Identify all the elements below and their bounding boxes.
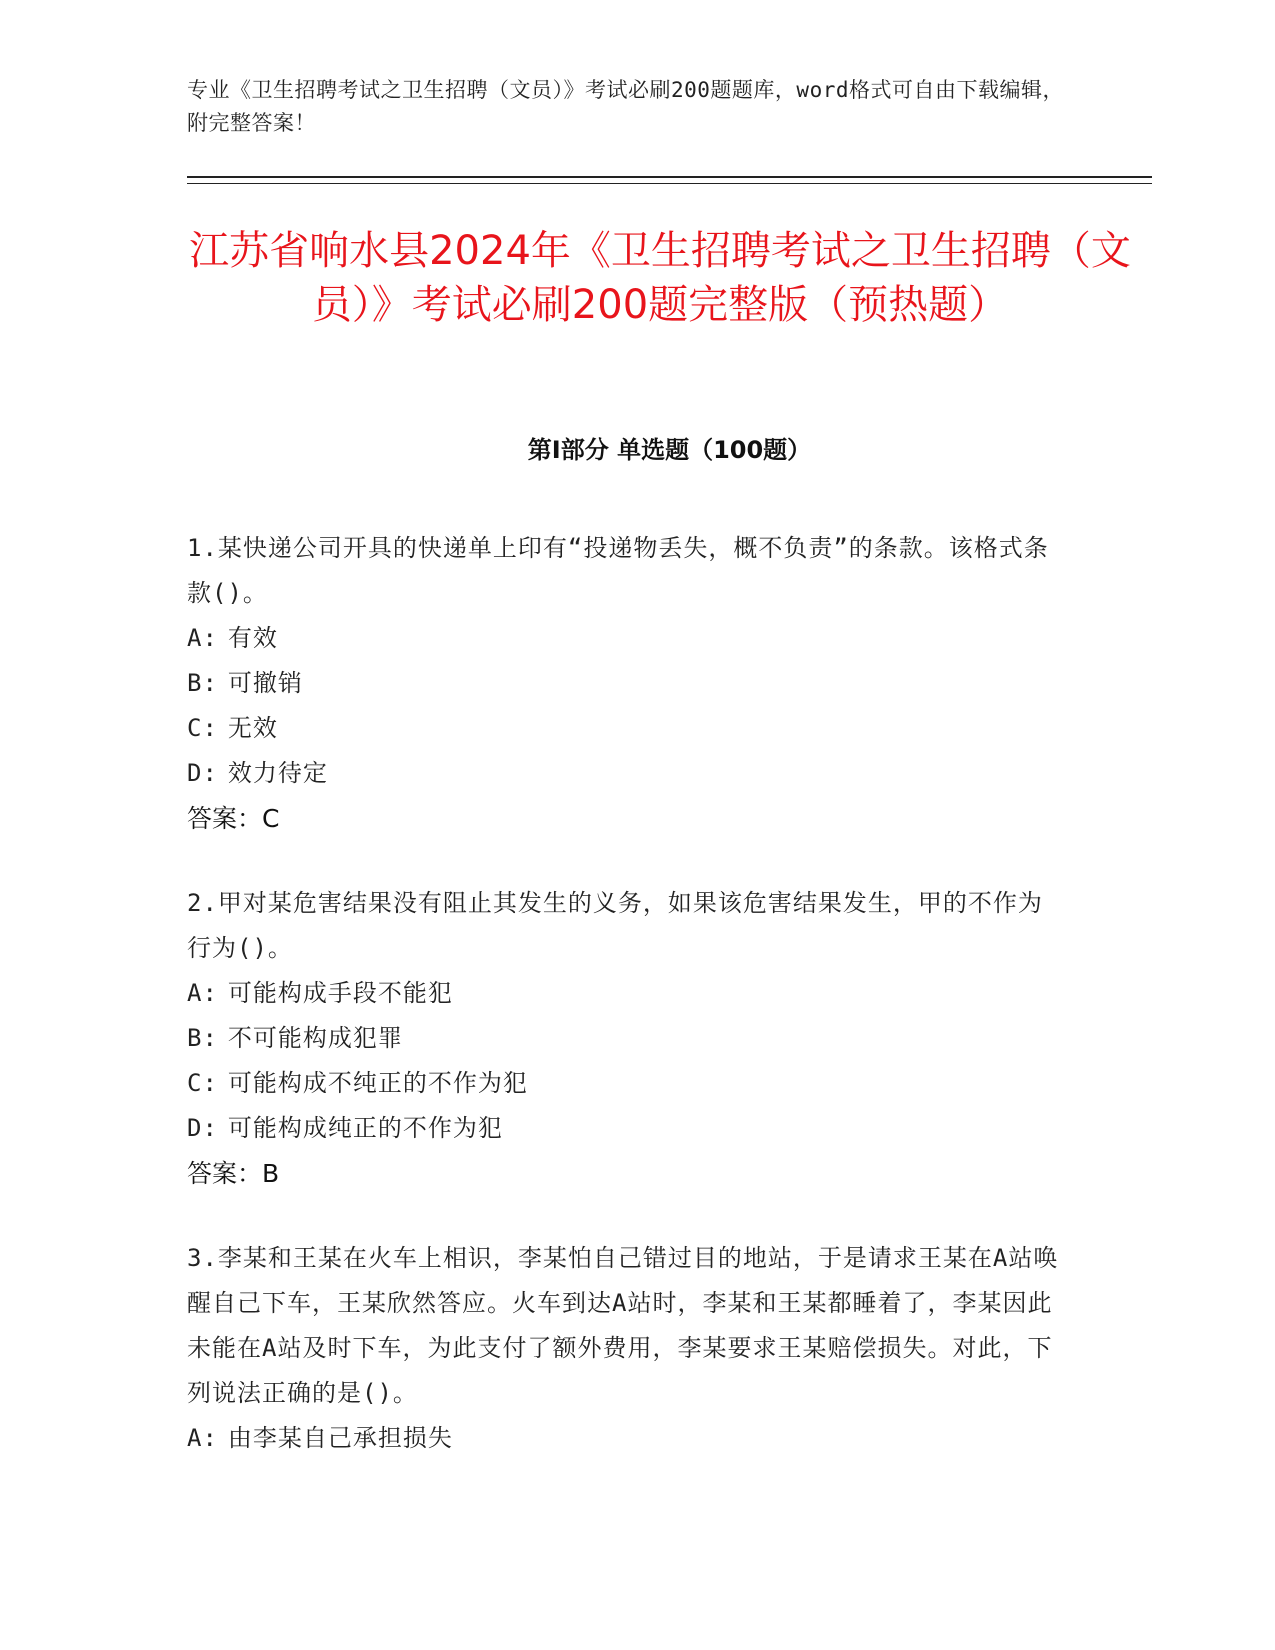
answer-line: 答案：C	[187, 804, 280, 833]
section-title: 第I部分 单选题（100题）	[527, 436, 812, 464]
option-c	[187, 1061, 1067, 1106]
option-list	[187, 971, 1067, 1151]
option-letter: A:	[187, 979, 218, 1007]
question-list	[187, 526, 1067, 1501]
question-text: 2.甲对某危害结果没有阻止其发生的义务，如果该危害结果发生，甲的不作为行为()。	[187, 889, 1043, 962]
option-letter: D:	[187, 759, 218, 787]
header-note: 专业《卫生招聘考试之卫生招聘（文员）》考试必刷200题题库，word格式可自由下载编辑，附完整答案！	[187, 78, 1064, 135]
header-rule-thick	[187, 176, 1152, 178]
option-letter: A:	[187, 624, 218, 652]
option-d	[187, 751, 1067, 796]
option-letter: C:	[187, 714, 218, 742]
option-b	[187, 661, 1067, 706]
option-text: 可能构成不纯正的不作为犯	[227, 1069, 528, 1097]
option-text: 不可能构成犯罪	[227, 1024, 403, 1052]
option-c	[187, 706, 1067, 751]
option-list	[187, 616, 1067, 796]
question-2	[187, 881, 1067, 1196]
header-rule-thin	[187, 183, 1152, 184]
option-b	[187, 1016, 1067, 1061]
option-list	[187, 1416, 1067, 1461]
option-text: 无效	[227, 714, 278, 742]
question-text: 3.李某和王某在火车上相识，李某怕自己错过目的地站，于是请求王某在A站唤醒自己下车，王某欣然答应。火车到达A站时，李某和王某都睡着了，李某因此未能在A站及时下车，为此支付了额外费用，李某要求王某赔偿损失。对此，下列说法正确的是()。	[187, 1244, 1059, 1407]
option-text: 可能构成手段不能犯	[227, 979, 453, 1007]
option-a	[187, 1416, 1067, 1461]
option-a	[187, 616, 1067, 661]
option-letter: B:	[187, 1024, 218, 1052]
option-letter: C:	[187, 1069, 218, 1097]
document-title: 江苏省响水县2024年《卫生招聘考试之卫生招聘（文员）》考试必刷200题完整版（预热题）	[189, 228, 1131, 328]
option-letter: A:	[187, 1424, 218, 1452]
question-1	[187, 526, 1067, 841]
answer-line: 答案：B	[187, 1159, 280, 1188]
option-letter: B:	[187, 669, 218, 697]
option-a	[187, 971, 1067, 1016]
option-text: 效力待定	[227, 759, 328, 787]
option-text: 由李某自己承担损失	[227, 1424, 453, 1452]
option-text: 可能构成纯正的不作为犯	[227, 1114, 503, 1142]
option-letter: D:	[187, 1114, 218, 1142]
option-text: 可撤销	[227, 669, 303, 697]
option-text: 有效	[227, 624, 278, 652]
question-3	[187, 1236, 1067, 1461]
option-d	[187, 1106, 1067, 1151]
question-text: 1.某快递公司开具的快递单上印有“投递物丢失，概不负责”的条款。该格式条款()。	[187, 534, 1049, 607]
